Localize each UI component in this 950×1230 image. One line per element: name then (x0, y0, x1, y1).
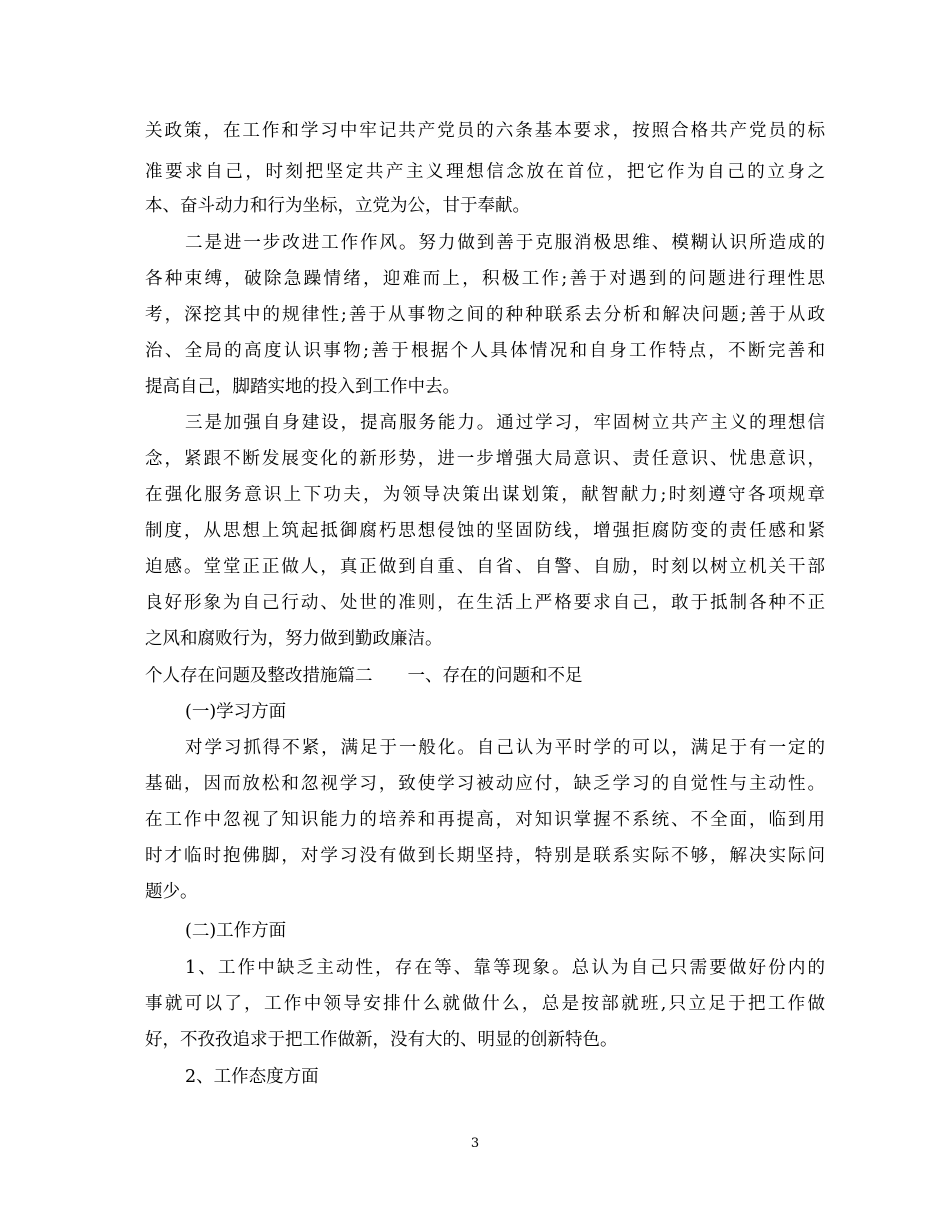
text-line: 基础，因而放松和忽视学习，致使学习被动应付，缺乏学习的自觉性与主动性。 (145, 774, 825, 794)
text-line: 制度，从思想上筑起抵御腐朽思想侵蚀的坚固防线，增强拒腐防变的责任感和紧 (145, 521, 825, 541)
text-line: 考，深挖其中的规律性;善于从事物之间的种种联系去分析和解决问题;善于从政 (145, 305, 825, 325)
text-line: 本、奋斗动力和行为坐标，立党为公，甘于奉献。 (145, 196, 530, 216)
text-line: 念，紧跟不断发展变化的新形势，进一步增强大局意识、责任意识、忧患意识， (145, 449, 825, 469)
text-line: 关政策，在工作和学习中牢记共产党员的六条基本要求，按照合格共产党员的标 (145, 121, 825, 141)
subsection-heading: (二)工作方面 (185, 921, 287, 941)
text-line: 之风和腐败行为，努力做到勤政廉洁。 (145, 629, 443, 649)
subsection-heading: 2、工作态度方面 (185, 1067, 319, 1087)
page-number: 3 (470, 1136, 480, 1151)
text-line: 良好形象为自己行动、处世的准则，在生活上严格要求自己，敢于抵制各种不正 (145, 593, 825, 613)
text-line: 好，不孜孜追求于把工作做新，没有大的、明显的创新特色。 (145, 1030, 618, 1050)
text-line: 在强化服务意识上下功夫，为领导决策出谋划策，献智献力;时刻遵守各项规章 (145, 485, 825, 505)
subsection-heading: (一)学习方面 (185, 702, 287, 722)
paragraph-start: 对学习抓得不紧，满足于一般化。自己认为平时学的可以，满足于有一定的 (185, 738, 825, 758)
text-line: 准要求自己，时刻把坚定共产主义理想信念放在首位，把它作为自己的立身之 (145, 162, 825, 182)
text-line: 时才临时抱佛脚，对学习没有做到长期坚持，特别是联系实际不够，解决实际问 (145, 846, 825, 866)
text-line: 题少。 (145, 882, 198, 902)
paragraph-start: 二是进一步改进工作作风。努力做到善于克服消极思维、模糊认识所造成的 (185, 233, 825, 253)
text-line: 提高自己，脚踏实地的投入到工作中去。 (145, 377, 460, 397)
text-line: 治、全局的高度认识事物;善于根据个人具体情况和自身工作特点，不断完善和 (145, 341, 825, 361)
paragraph-start: 1、工作中缺乏主动性，存在等、靠等现象。总认为自己只需要做好份内的 (185, 958, 825, 978)
text-line: 各种束缚，破除急躁情绪，迎难而上，积极工作;善于对遇到的问题进行理性思 (145, 269, 825, 289)
text-line: 在工作中忽视了知识能力的培养和再提高，对知识掌握不系统、不全面，临到用 (145, 810, 825, 830)
text-line: 迫感。堂堂正正做人，真正做到自重、自省、自警、自励，时刻以树立机关干部 (145, 557, 825, 577)
text-line: 事就可以了，工作中领导安排什么就做什么，总是按部就班,只立足于把工作做 (145, 994, 825, 1014)
section-heading: 个人存在问题及整改措施篇二 一、存在的问题和不足 (145, 666, 583, 686)
paragraph-start: 三是加强自身建设，提高服务能力。通过学习，牢固树立共产主义的理想信 (185, 413, 825, 433)
